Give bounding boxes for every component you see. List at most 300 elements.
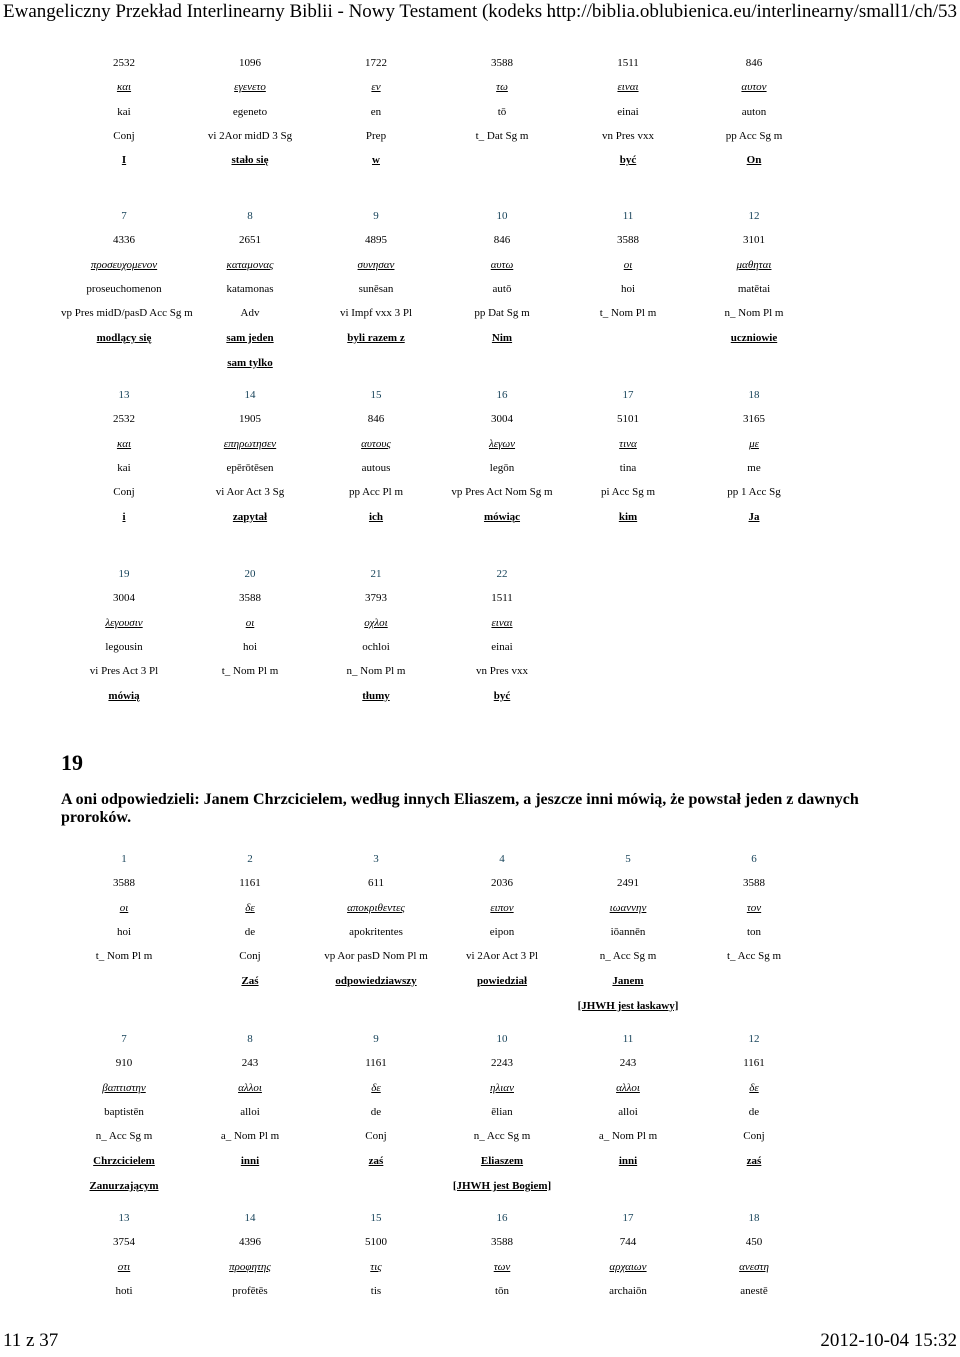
transliteration-cell [187,106,313,118]
word-number: 7 [121,210,127,223]
morphology: vn Pres vxx [602,130,654,143]
word-number: 1 [121,853,127,866]
polish-word[interactable]: inni [240,1154,260,1167]
polish-word-cell [313,690,439,702]
morphology-cell [565,307,691,319]
greek-word-cell [313,1082,439,1094]
transliteration-cell [313,283,439,295]
morphology-row [61,1124,817,1148]
word-number: 14 [244,389,256,402]
strong-number: 5101 [617,413,639,426]
transliteration-cell [439,462,565,474]
morphology-cell [61,950,187,962]
word-number: 10 [496,1033,508,1046]
polish-word[interactable]: On [746,154,762,167]
strong-number: 3004 [491,413,513,426]
transliteration-cell [439,283,565,295]
polish-word[interactable]: zapytał [232,510,268,523]
greek-word[interactable]: λεγων [488,437,516,450]
morphology-cell [691,486,817,498]
polish-word-row [61,325,817,349]
greek-word[interactable]: ιωαννην [609,901,647,914]
morphology-cell [187,1130,313,1142]
polish-word-cell [691,154,817,166]
morphology: n_ Acc Sg m [473,1130,531,1143]
polish-word[interactable]: mówiąc [483,510,521,523]
word-number-cell [439,853,565,865]
greek-word[interactable]: ειναι [617,81,639,94]
morphology-cell [691,130,817,142]
polish-word[interactable]: ich [368,510,384,523]
transliteration: hoi [116,926,132,939]
polish-word-cell [691,511,817,523]
word-number: 11 [622,210,634,223]
transliteration: sunēsan [358,283,394,296]
strong-number-cell [565,57,691,69]
morphology-row [61,659,817,683]
greek-word[interactable]: δε [245,901,255,914]
polish-word[interactable]: mówią [108,689,140,702]
polish-word-row [61,968,817,992]
greek-word-cell [691,438,817,450]
strong-number: 3588 [617,234,639,247]
polish-word-cell [439,332,565,344]
polish-word[interactable]: zaś [368,1154,384,1167]
strong-number-cell [313,57,439,69]
morphology: n_ Acc Sg m [599,950,657,963]
word-number: 17 [622,1212,634,1225]
greek-word-cell [691,902,817,914]
extra-gloss: [JHWH jest Bogiem] [452,1179,552,1192]
greek-word[interactable]: και [116,81,132,94]
strong-number: 1905 [239,413,261,426]
greek-word[interactable]: οχλοι [364,616,388,629]
greek-word-row [61,896,817,920]
transliteration-cell [691,1106,817,1118]
transliteration: auton [741,105,767,118]
morphology: pp Dat Sg m [474,307,530,320]
greek-word-cell [439,1082,565,1094]
greek-word[interactable]: οι [623,258,633,271]
transliteration: autō [492,283,512,296]
polish-word-cell [439,690,565,702]
polish-word-cell [313,154,439,166]
morphology: Conj [743,1130,765,1143]
greek-word-row [61,611,817,635]
strong-number-cell [439,234,565,246]
word-number: 12 [748,1033,760,1046]
morphology-cell [439,486,565,498]
greek-word[interactable]: οι [119,901,129,914]
transliteration-cell [691,106,817,118]
greek-word[interactable]: αρχαιων [609,1260,647,1273]
morphology-cell [187,665,313,677]
transliteration-cell [439,641,565,653]
strong-number: 3588 [491,57,513,70]
polish-word[interactable]: kim [618,510,638,523]
greek-word-row [61,253,817,277]
strong-number-cell [313,592,439,604]
word-number: 15 [370,1212,382,1225]
transliteration: de [370,1106,382,1119]
transliteration: anestē [740,1285,768,1298]
word-number: 21 [370,568,382,581]
word-number: 9 [373,210,379,223]
transliteration-cell [439,1285,565,1297]
greek-word-cell [439,259,565,271]
word-number: 20 [244,568,256,581]
transliteration-cell [691,283,817,295]
strong-number-cell [61,413,187,425]
greek-word[interactable]: βαπτιστην [102,1081,146,1094]
word-number-row [61,562,817,586]
strong-number-cell [313,413,439,425]
strong-number: 1161 [743,1057,765,1070]
word-number: 7 [121,1033,127,1046]
morphology: n_ Nom Pl m [346,665,406,678]
word-number-cell [565,389,691,401]
word-number-cell [565,853,691,865]
greek-word[interactable]: επηρωτησεν [223,437,277,450]
transliteration: de [748,1106,760,1119]
polish-word[interactable]: zaś [746,1154,762,1167]
word-grid-block-3 [61,383,817,529]
polish-word-cell [61,1155,187,1167]
morphology: vi Aor Act 3 Sg [215,486,285,499]
polish-word[interactable]: Ja [748,510,760,523]
transliteration: katamonas [226,283,274,296]
greek-word[interactable]: καταμονας [226,258,274,271]
strong-number-cell [439,1236,565,1248]
strong-number-cell [565,413,691,425]
morphology-cell [313,1130,439,1142]
greek-word[interactable]: τις [370,1260,382,1273]
strong-number-cell [565,1236,691,1248]
word-number: 8 [247,1033,253,1046]
transliteration: hoi [620,283,636,296]
polish-word-cell [439,975,565,987]
strong-number-cell [61,57,187,69]
strong-number-cell [61,234,187,246]
transliteration: legōn [489,462,515,475]
greek-word-cell [61,1261,187,1273]
polish-word-cell [61,332,187,344]
page-counter: 11 z 37 [3,1330,59,1351]
transliteration-cell [313,462,439,474]
strong-number: 3004 [113,592,135,605]
transliteration: apokritentes [349,926,403,939]
page-url[interactable]: http://biblia.oblubienica.eu/interlinearny/small1/ch/53 [546,1,957,22]
greek-word[interactable]: ηλιαν [490,1081,514,1094]
morphology: n_ Nom Pl m [724,307,784,320]
greek-word[interactable]: με [749,437,759,450]
transliteration-cell [565,462,691,474]
page-footer [0,1329,960,1357]
morphology-cell [61,307,193,320]
polish-word[interactable]: Janem [612,974,644,987]
greek-word-cell [313,259,439,271]
strong-number-row [61,228,817,252]
strong-number: 3588 [239,592,261,605]
morphology: Conj [239,950,261,963]
transliteration: hoi [242,641,258,654]
strong-number: 5100 [365,1236,387,1249]
greek-word-cell [61,259,187,271]
morphology: vi 2Aor Act 3 Pl [465,950,539,963]
transliteration-row [61,920,817,944]
polish-word[interactable]: być [619,154,637,167]
strong-number-cell [691,877,817,889]
transliteration: tō [497,105,507,118]
polish-word-cell [187,154,313,166]
transliteration: baptistēn [104,1106,144,1119]
polish-word[interactable]: byli razem z [347,331,405,344]
strong-number: 1722 [365,57,387,70]
transliteration-cell [439,106,565,118]
extra-gloss-cell [187,357,313,369]
greek-word[interactable]: προφητης [229,1260,271,1273]
morphology-cell [691,1130,817,1142]
word-grid-block-5 [61,847,817,1019]
word-number-row [61,1027,817,1051]
polish-word-cell [565,1155,691,1167]
greek-word-cell [691,1082,817,1094]
greek-word[interactable]: τινα [619,437,637,450]
word-number: 18 [748,1212,760,1225]
polish-word[interactable]: uczniowie [730,331,778,344]
word-number-cell [61,853,187,865]
transliteration: de [244,926,256,939]
word-number-row [61,847,817,871]
strong-number-cell [187,1057,313,1069]
word-number-row [61,383,817,407]
morphology: a_ Nom Pl m [220,1130,280,1143]
greek-word[interactable]: ανεστη [739,1260,769,1273]
transliteration-cell [61,926,187,938]
verse-number: 19 [61,750,83,775]
greek-word[interactable]: αυτους [361,437,391,450]
strong-number: 910 [115,1057,133,1070]
greek-word[interactable]: δε [749,1081,759,1094]
greek-word-cell [187,617,313,629]
morphology-cell [61,486,187,498]
strong-number-cell [187,57,313,69]
morphology-row [61,124,817,148]
transliteration: kai [117,462,131,475]
greek-word[interactable]: τον [746,901,762,914]
word-number: 22 [496,568,508,581]
strong-number: 3165 [743,413,765,426]
strong-number-cell [439,57,565,69]
strong-number-cell [187,413,313,425]
word-number: 5 [625,853,631,866]
transliteration: egeneto [232,105,268,118]
greek-word-cell [61,1082,187,1094]
greek-word[interactable]: των [493,1260,511,1273]
word-number-cell [565,210,691,222]
polish-word[interactable]: Eliaszem [480,1154,524,1167]
transliteration-cell [313,926,439,938]
strong-number-cell [691,1236,817,1248]
polish-word[interactable]: inni [618,1154,638,1167]
transliteration-cell [61,462,187,474]
greek-word[interactable]: συνησαν [357,258,395,271]
word-number: 6 [751,853,757,866]
greek-word-cell [691,81,817,93]
transliteration: tina [619,462,637,475]
morphology: vp Pres Act Nom Sg m [451,486,553,499]
word-number-cell [691,853,817,865]
transliteration-cell [313,106,439,118]
greek-word[interactable]: ειπον [490,901,514,914]
polish-word[interactable]: odpowiedziawszy [335,974,417,987]
word-number-cell [187,210,313,222]
word-number-cell [439,1033,565,1045]
strong-number-cell [439,413,565,425]
extra-gloss-cell [565,1000,691,1012]
greek-word[interactable]: εγενετο [234,81,266,94]
greek-word[interactable]: αλλοι [616,1081,640,1094]
morphology-cell [439,1130,565,1142]
word-grid-block-2 [61,204,817,376]
word-number-cell [691,1033,817,1045]
morphology-cell [565,130,691,142]
transliteration-cell [691,926,817,938]
polish-word-row [61,1148,817,1172]
polish-word-cell [187,975,313,987]
greek-word-cell [187,1261,313,1273]
polish-word[interactable]: Zaś [241,974,259,987]
transliteration: autous [361,462,391,475]
morphology: n_ Acc Sg m [95,1130,153,1143]
greek-word[interactable]: οτι [117,1260,131,1273]
strong-number-cell [61,1236,187,1248]
polish-word[interactable]: w [372,154,380,167]
strong-number-cell [691,57,817,69]
strong-number-cell [439,877,565,889]
polish-word[interactable]: sam jeden [226,331,274,344]
greek-word-cell [439,902,565,914]
polish-word[interactable]: modlący się [96,331,152,344]
morphology: Adv [240,307,260,320]
greek-word[interactable]: προσευχομενον [90,258,158,271]
transliteration: hoti [115,1285,133,1298]
word-number-row [61,1206,817,1230]
polish-word[interactable]: być [493,689,511,702]
polish-word[interactable]: stało się [231,154,269,167]
greek-word[interactable]: και [116,437,132,450]
morphology-row [61,944,817,968]
greek-word[interactable]: οι [245,616,255,629]
morphology-cell [691,307,817,319]
transliteration: tōn [494,1285,510,1298]
morphology-cell [61,665,187,677]
strong-number: 3793 [365,592,387,605]
transliteration-row [61,277,817,301]
greek-word[interactable]: αυτον [741,81,767,94]
polish-word[interactable]: powiedział [476,974,528,987]
polish-word[interactable]: I [121,154,127,167]
word-number: 16 [496,1212,508,1225]
polish-word[interactable]: i [122,510,126,523]
polish-word-row [61,683,817,707]
greek-word[interactable]: ειναι [491,616,513,629]
morphology-cell [313,665,439,677]
morphology: Conj [365,1130,387,1143]
word-number-cell [313,853,439,865]
morphology-cell [61,130,187,142]
word-number: 11 [622,1033,634,1046]
transliteration: epērōtēsen [226,462,274,475]
greek-word-cell [691,1261,817,1273]
strong-number-cell [187,1236,313,1248]
greek-word-cell [313,617,439,629]
strong-number-cell [691,1057,817,1069]
polish-word[interactable]: Chrzcicielem [93,1154,155,1167]
polish-word[interactable]: tłumy [362,689,390,702]
strong-number-row [61,1230,817,1254]
word-number-cell [691,389,817,401]
morphology: Conj [113,486,135,499]
word-number: 14 [244,1212,256,1225]
polish-word-cell [565,511,691,523]
word-number-cell [439,568,565,580]
polish-word[interactable]: Nim [491,331,513,344]
word-number-cell [565,1212,691,1224]
word-number: 16 [496,389,508,402]
strong-number-cell [187,234,313,246]
strong-number-cell [61,877,187,889]
polish-word-row [61,504,817,528]
greek-word-cell [565,81,691,93]
strong-number-cell [313,234,439,246]
word-number: 19 [118,568,130,581]
strong-number: 4396 [239,1236,261,1249]
greek-word-cell [691,259,817,271]
morphology-cell [313,307,439,319]
greek-word[interactable]: αυτω [490,258,514,271]
morphology-cell [439,665,565,677]
morphology: t_ Nom Pl m [599,307,657,320]
greek-word-cell [439,438,565,450]
greek-word[interactable]: εν [371,81,381,94]
strong-number: 2491 [617,877,639,890]
greek-word[interactable]: λεγουσιν [105,616,143,629]
strong-number-row [61,51,817,75]
greek-word-cell [565,259,691,271]
strong-number: 3588 [743,877,765,890]
strong-number-row [61,407,817,431]
greek-word-cell [187,1082,313,1094]
strong-number-cell [313,1236,439,1248]
greek-word[interactable]: τω [496,81,508,94]
greek-word[interactable]: αποκριθεντες [347,901,405,914]
transliteration: einai [617,105,639,118]
greek-word-cell [565,1082,691,1094]
transliteration: eipon [489,926,515,939]
strong-number-row [61,586,817,610]
greek-word[interactable]: αλλοι [238,1081,262,1094]
polish-word-cell [187,511,313,523]
transliteration-row [61,456,817,480]
greek-word[interactable]: μαθηται [736,258,772,271]
strong-number: 846 [367,413,385,426]
morphology: t_ Dat Sg m [475,130,529,143]
extra-gloss-row [61,350,817,376]
transliteration: me [747,462,761,475]
greek-word[interactable]: δε [371,1081,381,1094]
strong-number-cell [313,1057,439,1069]
